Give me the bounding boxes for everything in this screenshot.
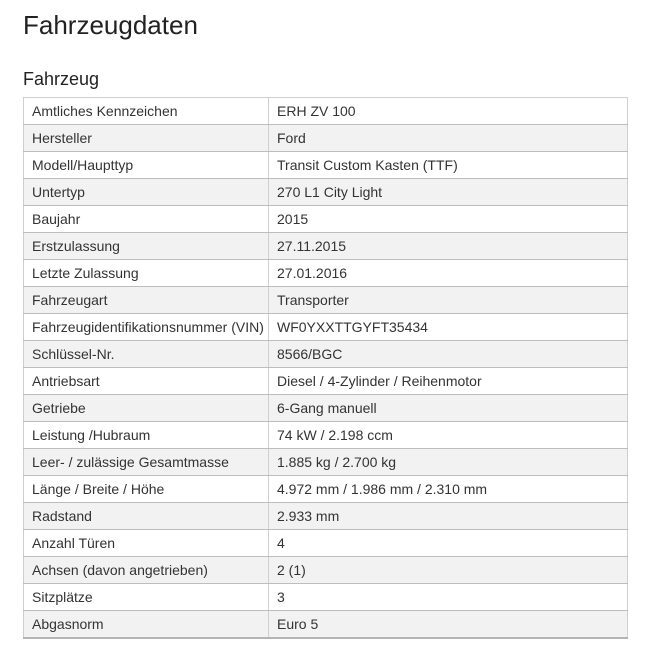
row-label: Erstzulassung — [24, 233, 269, 260]
row-label: Abgasnorm — [24, 611, 269, 639]
table-row — [24, 98, 628, 125]
table-row — [24, 422, 628, 449]
row-label: Radstand — [24, 503, 269, 530]
row-value: 8566/BGC — [269, 341, 628, 368]
row-label: Sitzplätze — [24, 584, 269, 611]
row-value: 2 (1) — [269, 557, 628, 584]
row-label: Fahrzeugidentifikationsnummer (VIN) — [24, 314, 269, 341]
table-row — [24, 206, 628, 233]
row-value: 2.933 mm — [269, 503, 628, 530]
row-label: Fahrzeugart — [24, 287, 269, 314]
row-value: 27.01.2016 — [269, 260, 628, 287]
row-value: Diesel / 4-Zylinder / Reihenmotor — [269, 368, 628, 395]
row-value: Euro 5 — [269, 611, 628, 639]
row-label: Untertyp — [24, 179, 269, 206]
table-row — [24, 476, 628, 503]
table-row — [24, 530, 628, 557]
row-value: 2015 — [269, 206, 628, 233]
row-label: Letzte Zulassung — [24, 260, 269, 287]
row-value: WF0YXXTTGYFT35434 — [269, 314, 628, 341]
table-row — [24, 395, 628, 422]
row-value: 74 kW / 2.198 ccm — [269, 422, 628, 449]
row-label: Baujahr — [24, 206, 269, 233]
row-label: Achsen (davon angetrieben) — [24, 557, 269, 584]
row-label: Schlüssel-Nr. — [24, 341, 269, 368]
table-row — [24, 449, 628, 476]
row-value: 4.972 mm / 1.986 mm / 2.310 mm — [269, 476, 628, 503]
table-row — [24, 314, 628, 341]
table-row — [24, 287, 628, 314]
row-value: 27.11.2015 — [269, 233, 628, 260]
row-label: Amtliches Kennzeichen — [24, 98, 269, 125]
vehicle-data-table — [23, 97, 628, 639]
table-row — [24, 341, 628, 368]
row-value: 1.885 kg / 2.700 kg — [269, 449, 628, 476]
row-label: Antriebsart — [24, 368, 269, 395]
table-row — [24, 557, 628, 584]
row-value: ERH ZV 100 — [269, 98, 628, 125]
row-value: 270 L1 City Light — [269, 179, 628, 206]
vehicle-data-table-body — [24, 98, 628, 639]
row-label: Getriebe — [24, 395, 269, 422]
row-label: Länge / Breite / Höhe — [24, 476, 269, 503]
table-row — [24, 152, 628, 179]
table-row — [24, 368, 628, 395]
table-row — [24, 584, 628, 611]
row-value: 3 — [269, 584, 628, 611]
row-value: 6-Gang manuell — [269, 395, 628, 422]
row-label: Modell/Haupttyp — [24, 152, 269, 179]
table-row — [24, 611, 628, 639]
section-title: Fahrzeug — [23, 69, 100, 89]
row-label: Leistung /Hubraum — [24, 422, 269, 449]
row-value: Ford — [269, 125, 628, 152]
row-value: Transit Custom Kasten (TTF) — [269, 152, 628, 179]
row-value: Transporter — [269, 287, 628, 314]
table-row — [24, 179, 628, 206]
row-label: Leer- / zulässige Gesamtmasse — [24, 449, 269, 476]
row-label: Anzahl Türen — [24, 530, 269, 557]
row-label: Hersteller — [24, 125, 269, 152]
table-row — [24, 125, 628, 152]
table-row — [24, 260, 628, 287]
table-row — [24, 233, 628, 260]
row-value: 4 — [269, 530, 628, 557]
page-title: Fahrzeugdaten — [23, 10, 198, 40]
table-row — [24, 503, 628, 530]
